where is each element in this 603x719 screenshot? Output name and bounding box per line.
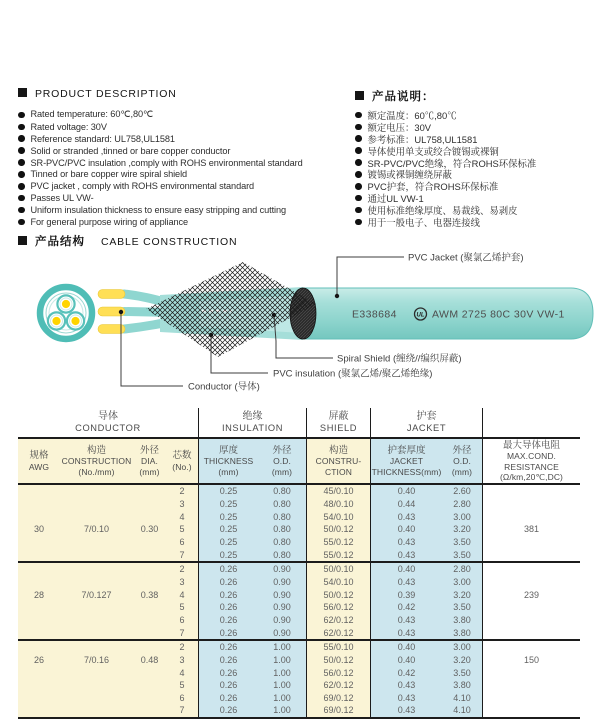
cell-max-resistance-value: 150 — [523, 654, 540, 665]
table-value: 7 — [179, 627, 185, 638]
list-item — [18, 109, 348, 121]
cell-insulation-od — [258, 641, 306, 717]
list-item — [18, 180, 348, 192]
table-header-row — [18, 439, 580, 485]
table-value: 0.90 — [273, 576, 291, 587]
table-value: 0.26 — [219, 589, 238, 600]
list-item-text: 导体使用单支或绞合镀锡或裸铜 — [367, 145, 499, 157]
table-value: 3.80 — [453, 680, 471, 691]
column-header — [482, 439, 580, 483]
bullet-icon — [18, 124, 25, 131]
square-bullet-icon — [18, 88, 27, 97]
cell-shield-construction — [306, 485, 370, 561]
list-item-text: 镀锡或裸铜缠绕屏蔽 — [367, 169, 452, 181]
list-item-text: 额定电压：30V — [367, 121, 432, 133]
list-item-text: PVC jacket , comply with ROHS environmental standard — [30, 181, 255, 192]
column-header-line: RESISTANCE — [504, 461, 559, 472]
table-value: 48/0.10 — [323, 498, 354, 509]
column-header-line: O.D. — [453, 456, 471, 467]
table-block — [18, 641, 580, 719]
table-value: 0.80 — [273, 549, 291, 560]
table-value: 4 — [179, 589, 185, 600]
group-header-en: CONDUCTOR — [75, 422, 141, 433]
table-value: 0.43 — [397, 576, 416, 587]
cell-conductor-dia-value: 0.38 — [140, 589, 159, 600]
table-value: 4.10 — [453, 692, 471, 703]
bullet-icon — [18, 171, 25, 178]
table-value: 69/0.12 — [323, 692, 354, 703]
bullet-icon — [18, 195, 25, 202]
list-item-text: Solid or stranded ,tinned or bare copper conductor — [30, 145, 231, 156]
group-header — [198, 408, 306, 437]
table-value: 0.80 — [273, 486, 291, 497]
group-header-cn: 导体 — [98, 410, 118, 422]
table-value: 0.39 — [397, 589, 416, 600]
list-item — [18, 216, 348, 228]
product-description-list-en — [18, 109, 348, 228]
group-header-en: INSULATION — [221, 422, 284, 433]
table-value: 55/0.12 — [323, 549, 354, 560]
spec-table — [18, 408, 580, 719]
column-header-line: (No./mm) — [78, 466, 115, 477]
table-value: 55/0.10 — [323, 642, 354, 653]
table-value: 0.25 — [219, 498, 238, 509]
table-value: 62/0.12 — [323, 627, 354, 638]
table-value: 0.25 — [219, 486, 238, 497]
bullet-icon — [18, 135, 25, 142]
table-value: 50/0.12 — [323, 654, 354, 665]
cell-max-resistance-value: 381 — [523, 524, 540, 535]
column-header-line: THICKNESS — [203, 456, 254, 467]
construction-title-cn: 产品结构 — [35, 236, 85, 248]
cell-max-resistance — [482, 641, 580, 717]
cell-awg-value: 26 — [33, 654, 44, 665]
table-value: 1.00 — [273, 705, 291, 716]
construction-title-en: CABLE CONSTRUCTION — [101, 236, 238, 248]
table-value: 1.00 — [273, 680, 291, 691]
cell-jacket-thickness — [370, 563, 442, 639]
table-value: 56/0.12 — [323, 667, 354, 678]
cell-awg — [18, 485, 60, 561]
cell-jacket-od — [442, 485, 482, 561]
column-header-line: 最大导体电阻 — [502, 439, 560, 451]
table-value: 0.43 — [397, 549, 416, 560]
column-header-line: CONSTRU- — [315, 456, 362, 467]
bullet-icon — [355, 147, 362, 154]
column-header-line: THICKNESS(mm) — [371, 466, 442, 477]
column-header — [60, 439, 133, 483]
table-value: 3 — [179, 498, 185, 509]
table-value: 0.43 — [397, 705, 416, 716]
cell-conductor-dia-value: 0.30 — [140, 524, 159, 535]
table-value: 2 — [179, 486, 185, 497]
column-header-line: 外径 — [452, 444, 472, 456]
table-value: 54/0.10 — [323, 576, 354, 587]
column-header-line: (mm) — [451, 466, 473, 477]
cell-core-count — [166, 485, 198, 561]
table-value: 0.90 — [273, 564, 291, 575]
table-value: 0.26 — [219, 705, 238, 716]
cell-conductor-dia — [133, 485, 166, 561]
column-header-line: 芯数 — [172, 450, 192, 462]
table-value: 0.26 — [219, 667, 238, 678]
table-value: 3 — [179, 654, 185, 665]
table-value: 4 — [179, 667, 185, 678]
table-value: 0.90 — [273, 589, 291, 600]
cell-max-resistance-value: 239 — [523, 589, 540, 600]
bullet-icon — [355, 135, 362, 142]
table-value: 0.43 — [397, 536, 416, 547]
table-value: 0.26 — [219, 642, 238, 653]
square-bullet-icon — [18, 236, 27, 245]
table-value: 3.50 — [453, 536, 471, 547]
table-value: 0.44 — [397, 498, 416, 509]
bullet-icon — [18, 147, 25, 154]
table-value: 0.43 — [397, 692, 416, 703]
group-header — [306, 408, 370, 437]
bullet-icon — [355, 159, 362, 166]
table-value: 1.00 — [273, 642, 291, 653]
table-value: 0.42 — [397, 667, 416, 678]
table-value: 3.00 — [453, 642, 471, 653]
table-value: 2.60 — [453, 486, 471, 497]
column-header-line: CONSTRUCTION — [61, 456, 132, 467]
bullet-icon — [355, 219, 362, 226]
awm-spec-print: AWM 2725 80C 30V VW-1 — [432, 308, 565, 321]
table-value: 3.20 — [453, 589, 471, 600]
cell-conductor-dia — [133, 563, 166, 639]
cell-conductor-construction-value: 7/0.16 — [83, 654, 110, 665]
label-pvc-jacket: PVC Jacket (聚氯乙烯护套) — [408, 252, 524, 264]
list-item — [18, 133, 348, 145]
list-item-text: Passes UL VW- — [30, 193, 94, 204]
table-value: 0.26 — [219, 614, 238, 625]
product-description-cn-heading — [355, 88, 435, 104]
list-item — [18, 157, 348, 169]
list-item-text: 额定温度：60℃,80℃ — [367, 109, 457, 121]
cell-max-resistance — [482, 563, 580, 639]
column-header-line: AWG — [28, 461, 50, 472]
cell-conductor-dia-value: 0.48 — [140, 654, 159, 665]
table-value: 3.20 — [453, 524, 471, 535]
table-value: 0.40 — [397, 642, 416, 653]
cable-construction-diagram — [0, 245, 603, 408]
table-value: 3.00 — [453, 511, 471, 522]
table-value: 6 — [179, 614, 185, 625]
column-header-line: (No.) — [172, 461, 192, 472]
column-header-line: DIA. — [141, 456, 158, 467]
table-value: 2 — [179, 564, 185, 575]
cell-conductor-dia — [133, 641, 166, 717]
column-header-line: (mm) — [139, 466, 160, 477]
conductor-tip — [98, 290, 125, 299]
bullet-icon — [18, 159, 25, 166]
cell-core-count — [166, 563, 198, 639]
cell-shield-construction — [306, 563, 370, 639]
bullet-icon — [18, 219, 25, 226]
table-value: 3.50 — [453, 602, 471, 613]
column-header — [133, 439, 166, 483]
cell-jacket-thickness — [370, 641, 442, 717]
table-value: 0.26 — [219, 576, 238, 587]
table-value: 0.43 — [397, 511, 416, 522]
table-value: 7 — [179, 549, 185, 560]
column-header-line: MAX.COND. — [506, 451, 557, 462]
column-header — [370, 439, 442, 483]
table-value: 0.80 — [273, 498, 291, 509]
table-value: 3.80 — [453, 614, 471, 625]
cell-insulation-thickness — [198, 641, 258, 717]
cell-awg-value: 28 — [33, 589, 44, 600]
table-value: 0.80 — [273, 536, 291, 547]
table-value: 0.26 — [219, 654, 238, 665]
table-value: 50/0.12 — [323, 524, 354, 535]
cable-cross-section — [40, 287, 92, 339]
column-header-line: 规格 — [29, 450, 49, 462]
list-item-text: Tinned or bare copper wire spiral shield — [30, 169, 188, 180]
label-spiral-shield: Spiral Shield (缠绕//编织屏蔽) — [337, 353, 462, 365]
group-header-cn: 屏蔽 — [328, 410, 349, 422]
bullet-icon — [355, 112, 362, 119]
table-value: 0.26 — [219, 627, 238, 638]
table-value: 3.50 — [453, 667, 471, 678]
cross-section-conductor — [57, 295, 74, 312]
cell-awg — [18, 563, 60, 639]
column-header — [198, 439, 258, 483]
list-item — [18, 168, 348, 180]
bullet-icon — [355, 124, 362, 131]
column-header-line: (Ω/km,20℃,DC) — [499, 471, 563, 482]
column-header-line: 护套厚度 — [387, 444, 426, 456]
cell-conductor-construction — [60, 641, 133, 717]
table-value: 5 — [179, 524, 185, 535]
column-header — [258, 439, 306, 483]
list-item-text: 使用标准绝缘厚度、易裁线、易剥皮 — [367, 205, 518, 217]
table-value: 3.50 — [453, 549, 471, 560]
table-value: 0.90 — [273, 627, 291, 638]
column-header — [166, 439, 198, 483]
column-header-line: O.D. — [273, 456, 291, 467]
cell-awg — [18, 641, 60, 717]
cell-conductor-construction-value: 7/0.10 — [83, 524, 110, 535]
table-value: 2.80 — [453, 564, 471, 575]
table-value: 0.43 — [397, 627, 416, 638]
list-item-text: Reference standard: UL758,UL1581 — [30, 133, 175, 144]
list-item-text: 用于一般电子、电器连接线 — [367, 216, 481, 228]
list-item-text: PVC护套，符合ROHS环保标准 — [367, 181, 499, 193]
list-item-text: For general purpose wiring of appliance — [30, 216, 188, 227]
square-bullet-icon — [355, 91, 364, 100]
column-header — [306, 439, 370, 483]
list-item-text: SR-PVC/PVC insulation ,comply with ROHS environmental standard — [30, 157, 303, 168]
table-value: 0.25 — [219, 549, 238, 560]
bullet-icon — [355, 207, 362, 214]
group-header — [18, 408, 198, 437]
table-value: 0.42 — [397, 602, 416, 613]
cell-awg-value: 30 — [33, 524, 44, 535]
table-value: 0.80 — [273, 511, 291, 522]
table-value: 56/0.12 — [323, 602, 354, 613]
table-value: 5 — [179, 602, 185, 613]
list-item-text: 通过UL VW-1 — [367, 193, 424, 205]
column-header-line: 厚度 — [218, 444, 238, 456]
group-header-en: JACKET — [406, 422, 447, 433]
column-header-line: JACKET — [389, 456, 424, 467]
table-value: 62/0.12 — [323, 680, 354, 691]
table-block — [18, 563, 580, 641]
cross-section-conductor — [48, 312, 65, 329]
table-value: 0.25 — [219, 511, 238, 522]
product-description-cn-title: 产品说明： — [372, 91, 435, 103]
cell-core-count — [166, 641, 198, 717]
table-value: 0.25 — [219, 536, 238, 547]
table-value: 54/0.10 — [323, 511, 354, 522]
table-value: 3 — [179, 576, 185, 587]
table-value: 1.00 — [273, 667, 291, 678]
table-value: 0.90 — [273, 602, 291, 613]
column-header-line: 构造 — [86, 444, 106, 456]
table-value: 45/0.10 — [323, 486, 354, 497]
cell-insulation-od — [258, 485, 306, 561]
list-item — [18, 121, 348, 133]
table-value: 50/0.10 — [323, 564, 354, 575]
table-value: 4 — [179, 511, 185, 522]
cell-jacket-od — [442, 563, 482, 639]
list-item — [18, 204, 348, 216]
bullet-icon — [18, 112, 25, 119]
cell-jacket-od — [442, 641, 482, 717]
table-value: 7 — [179, 705, 185, 716]
bullet-icon — [355, 195, 362, 202]
bullet-icon — [355, 171, 362, 178]
cell-max-resistance — [482, 485, 580, 561]
group-header — [482, 408, 580, 437]
group-header-cn: 绝缘 — [242, 410, 263, 422]
list-item-text: 参考标准：UL758,UL1581 — [367, 133, 478, 145]
list-item — [18, 145, 348, 157]
list-item — [355, 216, 600, 228]
product-description-heading — [18, 88, 177, 100]
table-block — [18, 485, 580, 563]
table-value: 5 — [179, 680, 185, 691]
table-value: 6 — [179, 692, 185, 703]
table-value: 0.26 — [219, 692, 238, 703]
column-header-line: 构造 — [328, 444, 348, 456]
table-value: 0.40 — [397, 486, 416, 497]
table-value: 0.26 — [219, 602, 238, 613]
list-item-text: Rated voltage: 30V — [30, 121, 107, 132]
table-value: 0.26 — [219, 564, 238, 575]
group-header — [370, 408, 482, 437]
table-value: 0.43 — [397, 680, 416, 691]
table-value: 0.40 — [397, 564, 416, 575]
column-header-line: (mm) — [218, 466, 239, 477]
list-item-text: Rated temperature: 60℃,80℃ — [30, 109, 154, 120]
table-value: 3.20 — [453, 654, 471, 665]
column-header-line: (mm) — [271, 466, 293, 477]
ul-file-number: E338684 — [352, 308, 397, 321]
table-value: 6 — [179, 536, 185, 547]
svg-text:UL: UL — [416, 312, 425, 319]
column-header — [442, 439, 482, 483]
table-value: 0.43 — [397, 614, 416, 625]
table-value: 62/0.12 — [323, 614, 354, 625]
cell-conductor-construction — [60, 485, 133, 561]
column-header-line: 外径 — [272, 444, 292, 456]
jacket-print — [352, 308, 565, 321]
cross-section-conductor — [67, 312, 84, 329]
table-value: 1.00 — [273, 692, 291, 703]
table-value: 4.10 — [453, 705, 471, 716]
table-value: 2 — [179, 642, 185, 653]
group-header-en: SHIELD — [319, 422, 358, 433]
table-value: 0.26 — [219, 680, 238, 691]
table-value: 0.25 — [219, 524, 238, 535]
cell-conductor-construction-value: 7/0.127 — [81, 589, 112, 600]
cell-insulation-thickness — [198, 563, 258, 639]
table-value: 50/0.12 — [323, 589, 354, 600]
product-description-list-cn — [355, 109, 600, 228]
table-value: 69/0.12 — [323, 705, 354, 716]
bullet-icon — [18, 183, 25, 190]
label-pvc-insulation: PVC insulation (聚氯乙烯/聚乙烯绝缘) — [273, 368, 433, 380]
cell-insulation-od — [258, 563, 306, 639]
label-conductor: Conductor (导体) — [188, 381, 260, 393]
cell-jacket-thickness — [370, 485, 442, 561]
cell-insulation-thickness — [198, 485, 258, 561]
table-group-row — [18, 408, 580, 439]
table-value: 2.80 — [453, 498, 471, 509]
list-item-text: Uniform insulation thickness to ensure easy stripping and cutting — [30, 205, 286, 216]
table-value: 55/0.12 — [323, 536, 354, 547]
cell-conductor-construction — [60, 563, 133, 639]
shield-hatch — [146, 262, 316, 357]
list-item-text: SR-PVC/PVC绝缘，符合ROHS环保标准 — [367, 157, 537, 169]
table-value: 0.90 — [273, 614, 291, 625]
group-header-cn: 护套 — [416, 410, 437, 422]
cell-shield-construction — [306, 641, 370, 717]
table-value: 3.00 — [453, 576, 471, 587]
table-value: 0.40 — [397, 654, 416, 665]
product-description-title: PRODUCT DESCRIPTION — [35, 88, 177, 100]
list-item — [18, 192, 348, 204]
column-header-line: CTION — [325, 466, 352, 477]
table-value: 0.80 — [273, 524, 291, 535]
table-value: 0.40 — [397, 524, 416, 535]
column-header-line: 外径 — [139, 444, 159, 456]
table-value: 1.00 — [273, 654, 291, 665]
bullet-icon — [355, 183, 362, 190]
table-value: 3.80 — [453, 627, 471, 638]
bullet-icon — [18, 207, 25, 214]
column-header — [18, 439, 60, 483]
